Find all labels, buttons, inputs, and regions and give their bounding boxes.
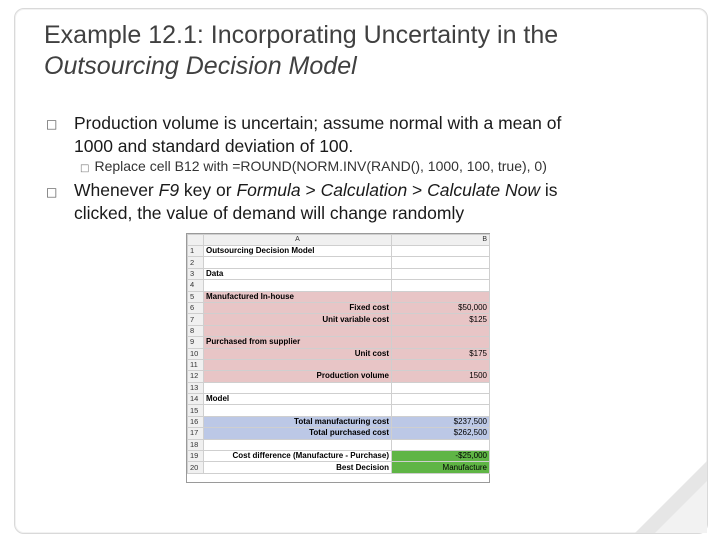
bullet-2-line-1: Whenever F9 key or Formula > Calculation > Calculate Now is — [74, 180, 558, 200]
table-row — [188, 257, 490, 268]
row-number: 14 — [188, 394, 204, 405]
bullet-2-line-2: clicked, the value of demand will change randomly — [74, 203, 465, 223]
cell-a — [204, 280, 392, 291]
cell-b — [392, 439, 490, 450]
cell-b — [392, 359, 490, 370]
sub-bullet — [80, 158, 547, 174]
cell-a: Manufactured In-house — [204, 291, 392, 302]
table-row — [188, 302, 490, 313]
row-number: 9 — [188, 337, 204, 348]
cell-b — [392, 291, 490, 302]
cell-b: Manufacture — [392, 462, 490, 473]
cell-a — [204, 439, 392, 450]
table-row — [188, 348, 490, 359]
row-number: 16 — [188, 416, 204, 427]
cell-a — [204, 257, 392, 268]
cell-b — [392, 257, 490, 268]
cell-a: Purchased from supplier — [204, 337, 392, 348]
cell-a: Cost difference (Manufacture - Purchase) — [204, 451, 392, 462]
row-number: 10 — [188, 348, 204, 359]
row-number: 13 — [188, 382, 204, 393]
column-header-a: A — [204, 235, 392, 246]
cell-a: Total manufacturing cost — [204, 416, 392, 427]
row-number: 11 — [188, 359, 204, 370]
cell-b: 1500 — [392, 371, 490, 382]
row-number: 7 — [188, 314, 204, 325]
column-header-row — [188, 235, 490, 246]
row-number: 12 — [188, 371, 204, 382]
row-number: 8 — [188, 325, 204, 336]
table-row — [188, 394, 490, 405]
bullet-box-icon: □ — [46, 117, 58, 131]
column-header-b: B — [392, 235, 490, 246]
table-row — [188, 337, 490, 348]
table-row — [188, 439, 490, 450]
cell-b — [392, 337, 490, 348]
sub-bullet-text: Replace cell B12 with =ROUND(NORM.INV(RAND(), 1000, 100, true), 0) — [94, 158, 547, 174]
bullet-box-icon: □ — [46, 185, 58, 199]
cell-b: $237,500 — [392, 416, 490, 427]
slide-title-line-2: Outsourcing Decision Model — [44, 52, 357, 80]
spreadsheet-grid — [187, 234, 490, 474]
table-row — [188, 451, 490, 462]
table-row — [188, 291, 490, 302]
bullet-1-line-2: 1000 and standard deviation of 100. — [74, 136, 354, 156]
cell-b: $175 — [392, 348, 490, 359]
cell-b — [392, 280, 490, 291]
row-number: 15 — [188, 405, 204, 416]
cell-a — [204, 325, 392, 336]
table-row — [188, 371, 490, 382]
row-number: 1 — [188, 246, 204, 257]
cell-b — [392, 382, 490, 393]
cell-b — [392, 268, 490, 279]
cell-b: $262,500 — [392, 428, 490, 439]
bullet-2-text — [74, 179, 557, 225]
cell-a: Data — [204, 268, 392, 279]
table-row — [188, 428, 490, 439]
cell-b — [392, 246, 490, 257]
row-number: 17 — [188, 428, 204, 439]
bullet-1-line-1: Production volume is uncertain; assume normal with a mean of — [74, 113, 562, 133]
row-number: 4 — [188, 280, 204, 291]
cell-b — [392, 325, 490, 336]
cell-a — [204, 405, 392, 416]
frame-corner-decoration-inner — [655, 481, 707, 533]
row-number: 18 — [188, 439, 204, 450]
sub-bullet-box-icon: □ — [80, 163, 90, 174]
table-row — [188, 405, 490, 416]
table-row — [188, 280, 490, 291]
cell-a: Fixed cost — [204, 302, 392, 313]
cell-a: Production volume — [204, 371, 392, 382]
bullet-1-text — [74, 112, 561, 158]
table-row — [188, 382, 490, 393]
cell-a: Unit variable cost — [204, 314, 392, 325]
table-row — [188, 325, 490, 336]
table-row — [188, 246, 490, 257]
cell-b: $50,000 — [392, 302, 490, 313]
row-number: 6 — [188, 302, 204, 313]
cell-a: Unit cost — [204, 348, 392, 359]
cell-b: $125 — [392, 314, 490, 325]
cell-b — [392, 405, 490, 416]
table-row — [188, 359, 490, 370]
cell-b — [392, 394, 490, 405]
cell-a: Outsourcing Decision Model — [204, 246, 392, 257]
cell-a: Total purchased cost — [204, 428, 392, 439]
cell-b: -$25,000 — [392, 451, 490, 462]
cell-a: Model — [204, 394, 392, 405]
table-row — [188, 462, 490, 473]
corner-cell — [188, 235, 204, 246]
cell-a: Best Decision — [204, 462, 392, 473]
slide-title — [44, 20, 684, 82]
row-number: 19 — [188, 451, 204, 462]
row-number: 3 — [188, 268, 204, 279]
table-row — [188, 416, 490, 427]
row-number: 20 — [188, 462, 204, 473]
row-number: 5 — [188, 291, 204, 302]
table-row — [188, 314, 490, 325]
cell-a — [204, 359, 392, 370]
table-row — [188, 268, 490, 279]
slide-title-line-1: Example 12.1: Incorporating Uncertainty in the — [44, 21, 559, 49]
row-number: 2 — [188, 257, 204, 268]
spreadsheet-screenshot — [186, 233, 490, 483]
cell-a — [204, 382, 392, 393]
